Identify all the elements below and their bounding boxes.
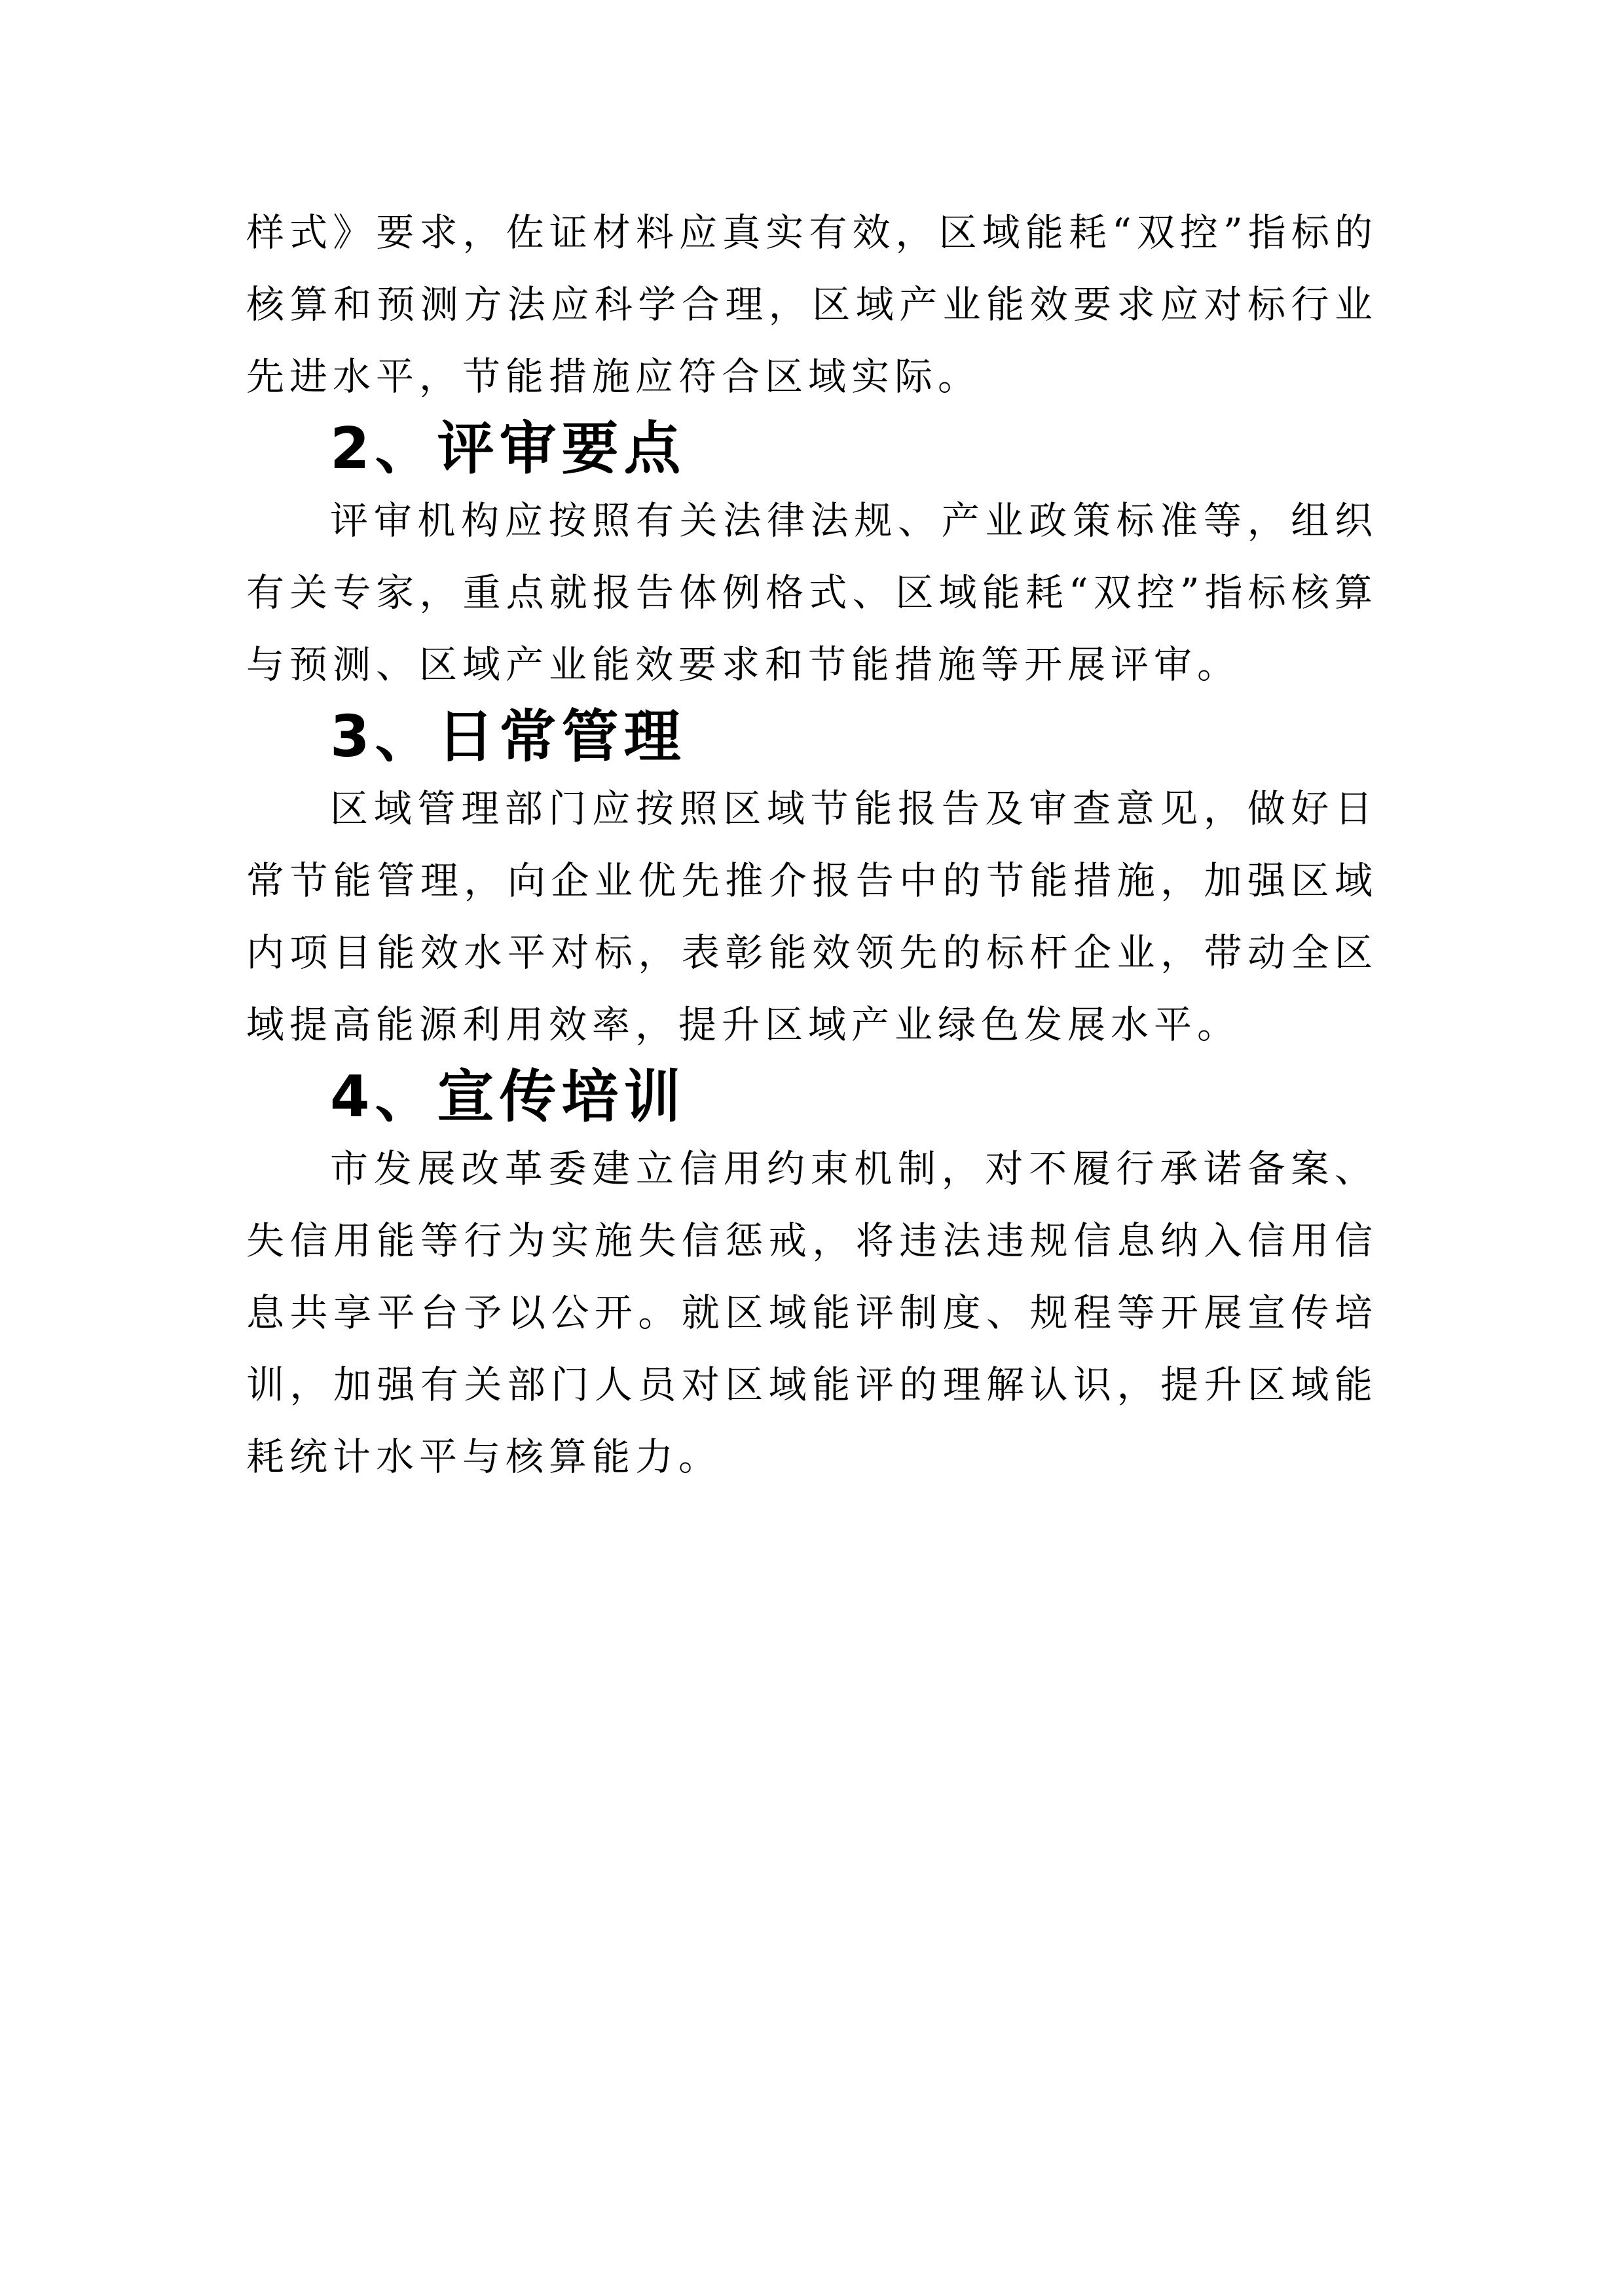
section-heading-review-points: 2、评审要点 <box>330 415 686 482</box>
section-paragraph-publicity-training: 市发展改革委建立信用约束机制，对不履行承诺备案、失信用能等行为实施失信惩戒，将违法违规信息纳入信用信息共享平台予以公开。就区域能评制度、规程等开展宣传培训，加强有关部门人员对区域能评的理解认识，提升区域能耗统计水平与核算能力。 <box>246 1146 1378 1479</box>
intro-paragraph: 样式》要求，佐证材料应真实有效，区域能耗“双控”指标的核算和预测方法应科学合理，区域产业能效要求应对标行业先进水平，节能措施应符合区域实际。 <box>246 210 1378 399</box>
section-paragraph-daily-management: 区域管理部门应按照区域节能报告及审查意见，做好日常节能管理，向企业优先推介报告中的节能措施，加强区域内项目能效水平对标，表彰能效领先的标杆企业，带动全区域提高能源利用效率，提升区域产业绿色发展水平。 <box>246 786 1378 1047</box>
document-body <box>246 196 1378 1493</box>
section-paragraph-review-points: 评审机构应按照有关法律法规、产业政策标准等，组织有关专家，重点就报告体例格式、区域能耗“双控”指标核算与预测、区域产业能效要求和节能措施等开展评审。 <box>246 498 1378 687</box>
section-heading-publicity-training: 4、宣传培训 <box>330 1063 686 1130</box>
section-heading-daily-management: 3、日常管理 <box>330 703 686 770</box>
